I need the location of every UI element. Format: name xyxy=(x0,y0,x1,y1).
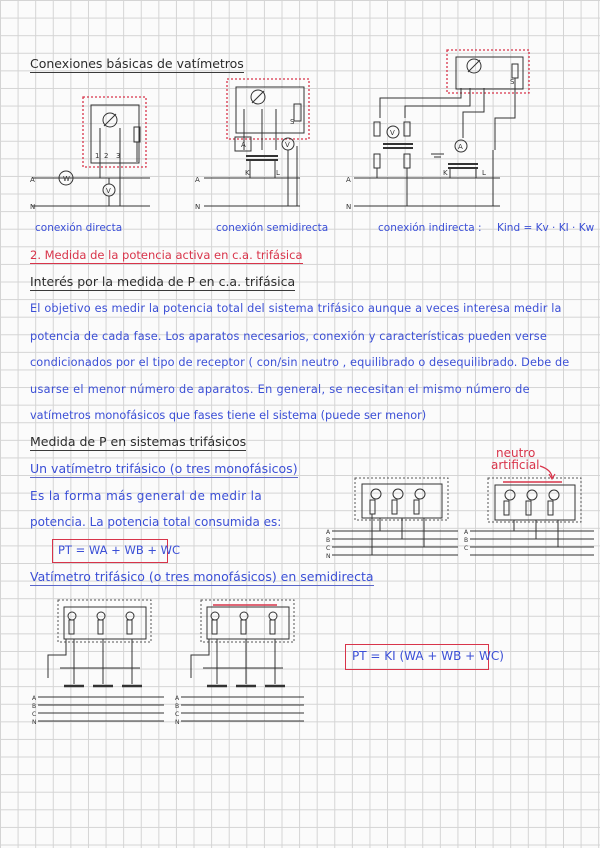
formula-pt-suma: PT = WA + WB + WC xyxy=(58,543,181,557)
diagram-indirecta xyxy=(354,50,529,206)
label-a2-semi: A xyxy=(195,176,200,184)
label-b-d6: B xyxy=(32,703,37,710)
label-n2-semi: N xyxy=(195,203,201,211)
label-b-d7: B xyxy=(175,703,180,710)
label-a-d6: A xyxy=(32,695,37,702)
caption-conexion-directa: conexión directa xyxy=(35,222,123,234)
label-n-d7: N xyxy=(175,719,180,726)
label-k-semi: K xyxy=(245,169,250,177)
label-a-ind: A xyxy=(458,143,463,151)
caption-conexion-indirecta: conexión indirecta : xyxy=(378,222,482,234)
label-v-semi: V xyxy=(285,141,290,149)
label-n-d4: N xyxy=(326,553,331,560)
label-a-directa: A xyxy=(30,176,35,184)
label-c-d7: C xyxy=(175,711,180,718)
diagram-tres-vatimetros xyxy=(332,478,458,555)
section-2-title: 2. Medida de la potencia activa en c.a. trifásica xyxy=(30,248,303,262)
formula-pt-ki: PT = KI (WA + WB + WC) xyxy=(352,649,504,663)
label-3-directa: 3 xyxy=(116,152,121,160)
label-2-directa: 2 xyxy=(104,152,109,160)
label-s-semi: S xyxy=(290,118,295,126)
label-artificial: artificial xyxy=(491,458,540,472)
label-a-d7: A xyxy=(175,695,180,702)
label-l-semi: L xyxy=(276,169,280,177)
label-l-ind: L xyxy=(482,169,486,177)
heading-interes: Interés por la medida de P en c.a. trifásica xyxy=(30,274,296,289)
paragraph-line-4: usarse el menor número de aparatos. En general, se necesitan el mismo número de xyxy=(30,383,530,396)
label-s-ind: S xyxy=(510,78,515,86)
label-b-d5: B xyxy=(464,537,469,544)
label-c-d5: C xyxy=(464,545,469,552)
caption-conexion-semidirecta: conexión semidirecta xyxy=(216,222,329,234)
paragraph-line-2: potencia de cada fase. Los aparatos necesarios, conexión y características pueden verse xyxy=(30,330,547,343)
label-a-semi: A xyxy=(241,141,246,149)
diagram-semidirecta xyxy=(204,79,309,206)
text-es-la-forma-2: potencia. La potencia total consumida es: xyxy=(30,515,282,529)
label-1-directa: 1 xyxy=(95,152,100,160)
label-v-ind: V xyxy=(390,129,395,137)
label-n-directa: N xyxy=(30,203,36,211)
label-a2-ind: A xyxy=(346,176,351,184)
label-v-directa: V xyxy=(106,187,111,195)
label-c-d6: C xyxy=(32,711,37,718)
paragraph-line-5: vatímetros monofásicos que fases tiene el sistema (puede ser menor) xyxy=(30,409,427,422)
label-b-d4: B xyxy=(326,537,331,544)
label-n2-ind: N xyxy=(346,203,352,211)
heading-medida-p: Medida de P en sistemas trifásicos xyxy=(30,434,247,449)
label-a-d4: A xyxy=(326,529,331,536)
label-c-d4: C xyxy=(326,545,331,552)
label-a-d5: A xyxy=(464,529,469,536)
formula-k-indirecta: Kind = Kv · KI · Kw xyxy=(497,222,595,234)
paragraph-line-3: condicionados por el tipo de receptor ( con/sin neutro , equilibrado o desequilibrado. Debe de xyxy=(30,356,570,369)
diagram-directa xyxy=(32,97,150,206)
diagram-semidirecta-trifasica-2 xyxy=(181,600,304,721)
label-n-d6: N xyxy=(32,719,37,726)
label-w-directa: W xyxy=(63,175,70,183)
label-k-ind: K xyxy=(443,169,448,177)
heading-semidirecta: Vatímetro trifásico (o tres monofásicos) en semidirecta xyxy=(30,569,374,584)
diagram-neutro-artificial xyxy=(470,478,594,555)
text-es-la-forma-1: Es la forma más general de medir la xyxy=(30,489,263,503)
label-neutro: neutro xyxy=(496,446,536,460)
paragraph-line-1: El objetivo es medir la potencia total del sistema trifásico aunque a veces interesa medir la xyxy=(30,302,562,315)
diagram-semidirecta-trifasica-1 xyxy=(38,600,164,721)
heading-conexiones-basicas: Conexiones básicas de vatímetros xyxy=(30,56,244,71)
heading-un-vatimetro: Un vatímetro trifásico (o tres monofásicos) xyxy=(30,461,298,476)
